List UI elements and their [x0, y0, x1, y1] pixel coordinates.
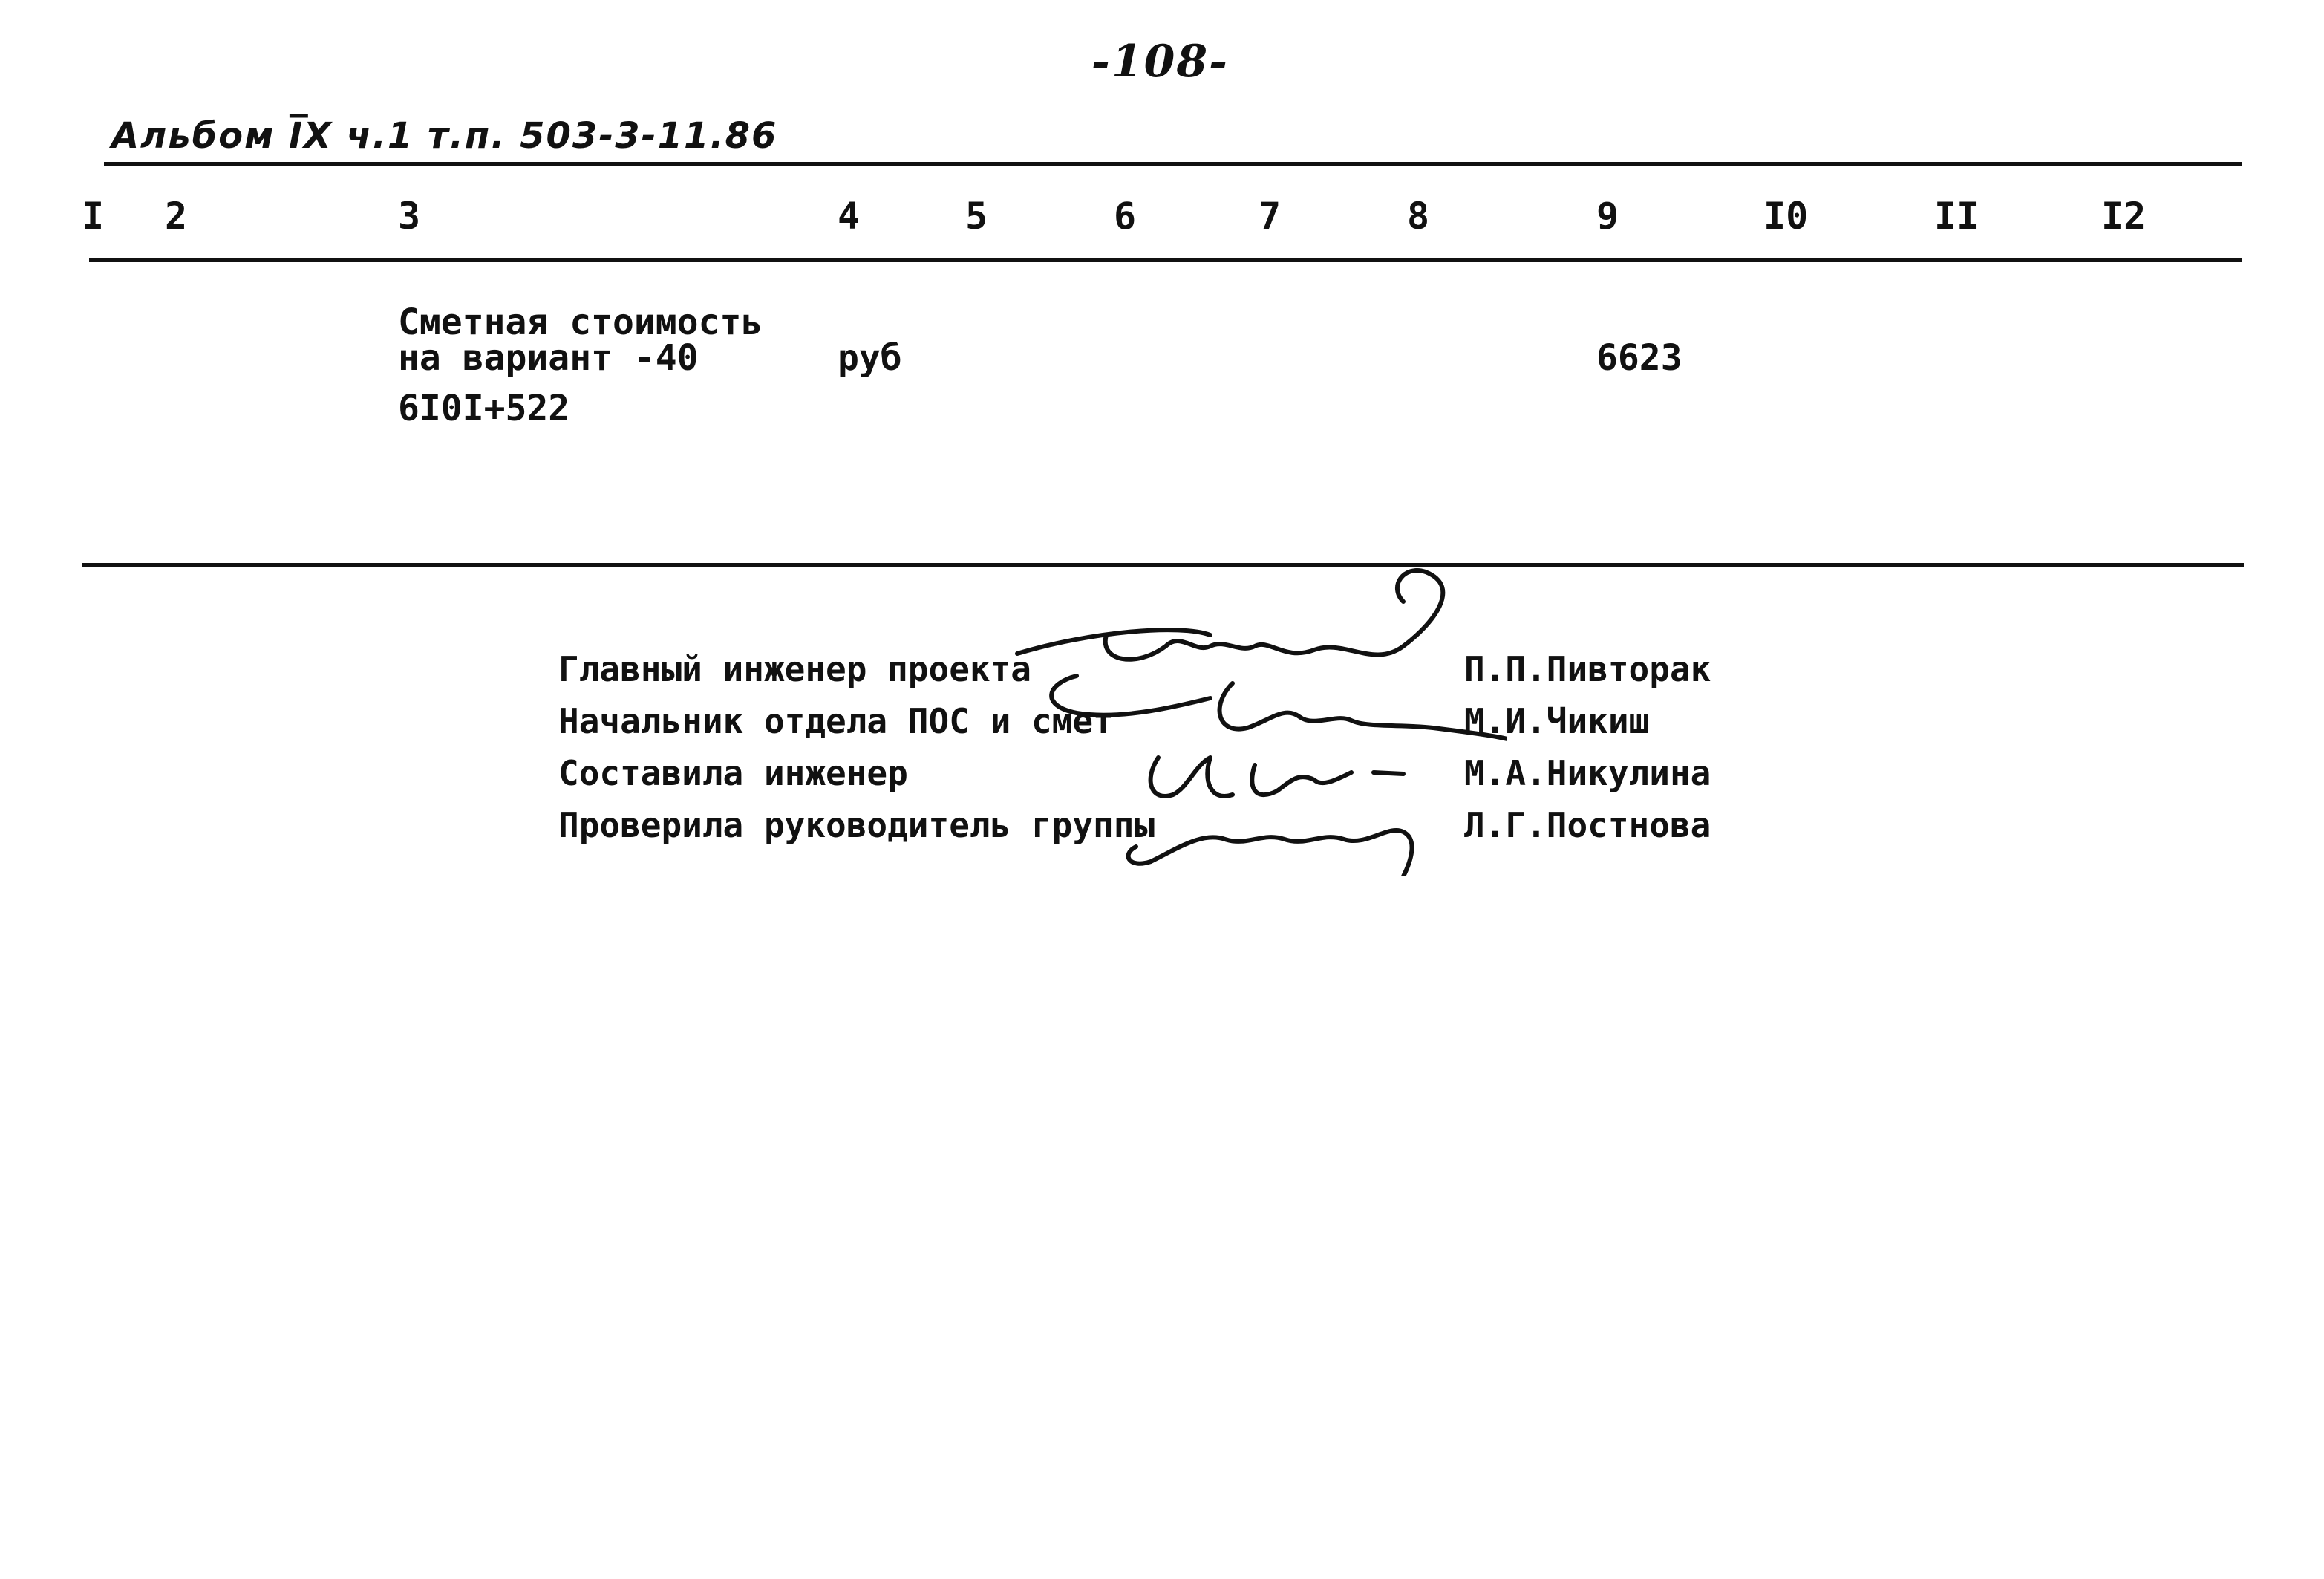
signature-title: Составила инженер: [558, 753, 908, 793]
column-number: I0: [1763, 195, 1809, 238]
row-unit: руб: [838, 337, 902, 379]
column-number: 3: [398, 195, 421, 238]
handwritten-signatures: [988, 557, 1507, 876]
signature-name: Л.Г.Постнова: [1464, 805, 1711, 845]
signature-title: Проверила руководитель группы: [558, 805, 1155, 845]
signature-name: П.П.Пивторак: [1464, 649, 1711, 689]
album-reference: Альбом I̅X ч.1 т.п. 503-3-11.86: [111, 115, 778, 157]
signature-3: [1151, 758, 1403, 796]
row-description-line3: 6I0I+522: [398, 388, 570, 429]
column-number: 8: [1407, 195, 1430, 238]
column-number: 9: [1596, 195, 1619, 238]
column-header-rule: [89, 258, 2242, 262]
column-number: II: [1934, 195, 1979, 238]
signature-4: [1129, 830, 1412, 876]
column-number: I: [82, 195, 105, 238]
row-description-line2: на вариант -40: [398, 337, 699, 379]
column-number: 5: [965, 195, 988, 238]
header-rule: [104, 162, 2242, 166]
signature-title: Начальник отдела ПОС и смет: [558, 701, 1114, 741]
signature-1: [1017, 570, 1443, 660]
signature-name: М.И.Чикиш: [1464, 701, 1650, 741]
signature-name: М.А.Никулина: [1464, 753, 1711, 793]
page-number: -108-: [1091, 36, 1230, 88]
column-number: 6: [1114, 195, 1137, 238]
row-col9-value: 6623: [1596, 337, 1682, 379]
column-number: 2: [165, 195, 188, 238]
column-number: 7: [1259, 195, 1282, 238]
column-number: 4: [838, 195, 861, 238]
column-number: I2: [2101, 195, 2147, 238]
row-description-line1: Сметная стоимость: [398, 302, 763, 343]
signature-title: Главный инженер проекта: [558, 649, 1031, 689]
signature-2: [1051, 676, 1507, 739]
